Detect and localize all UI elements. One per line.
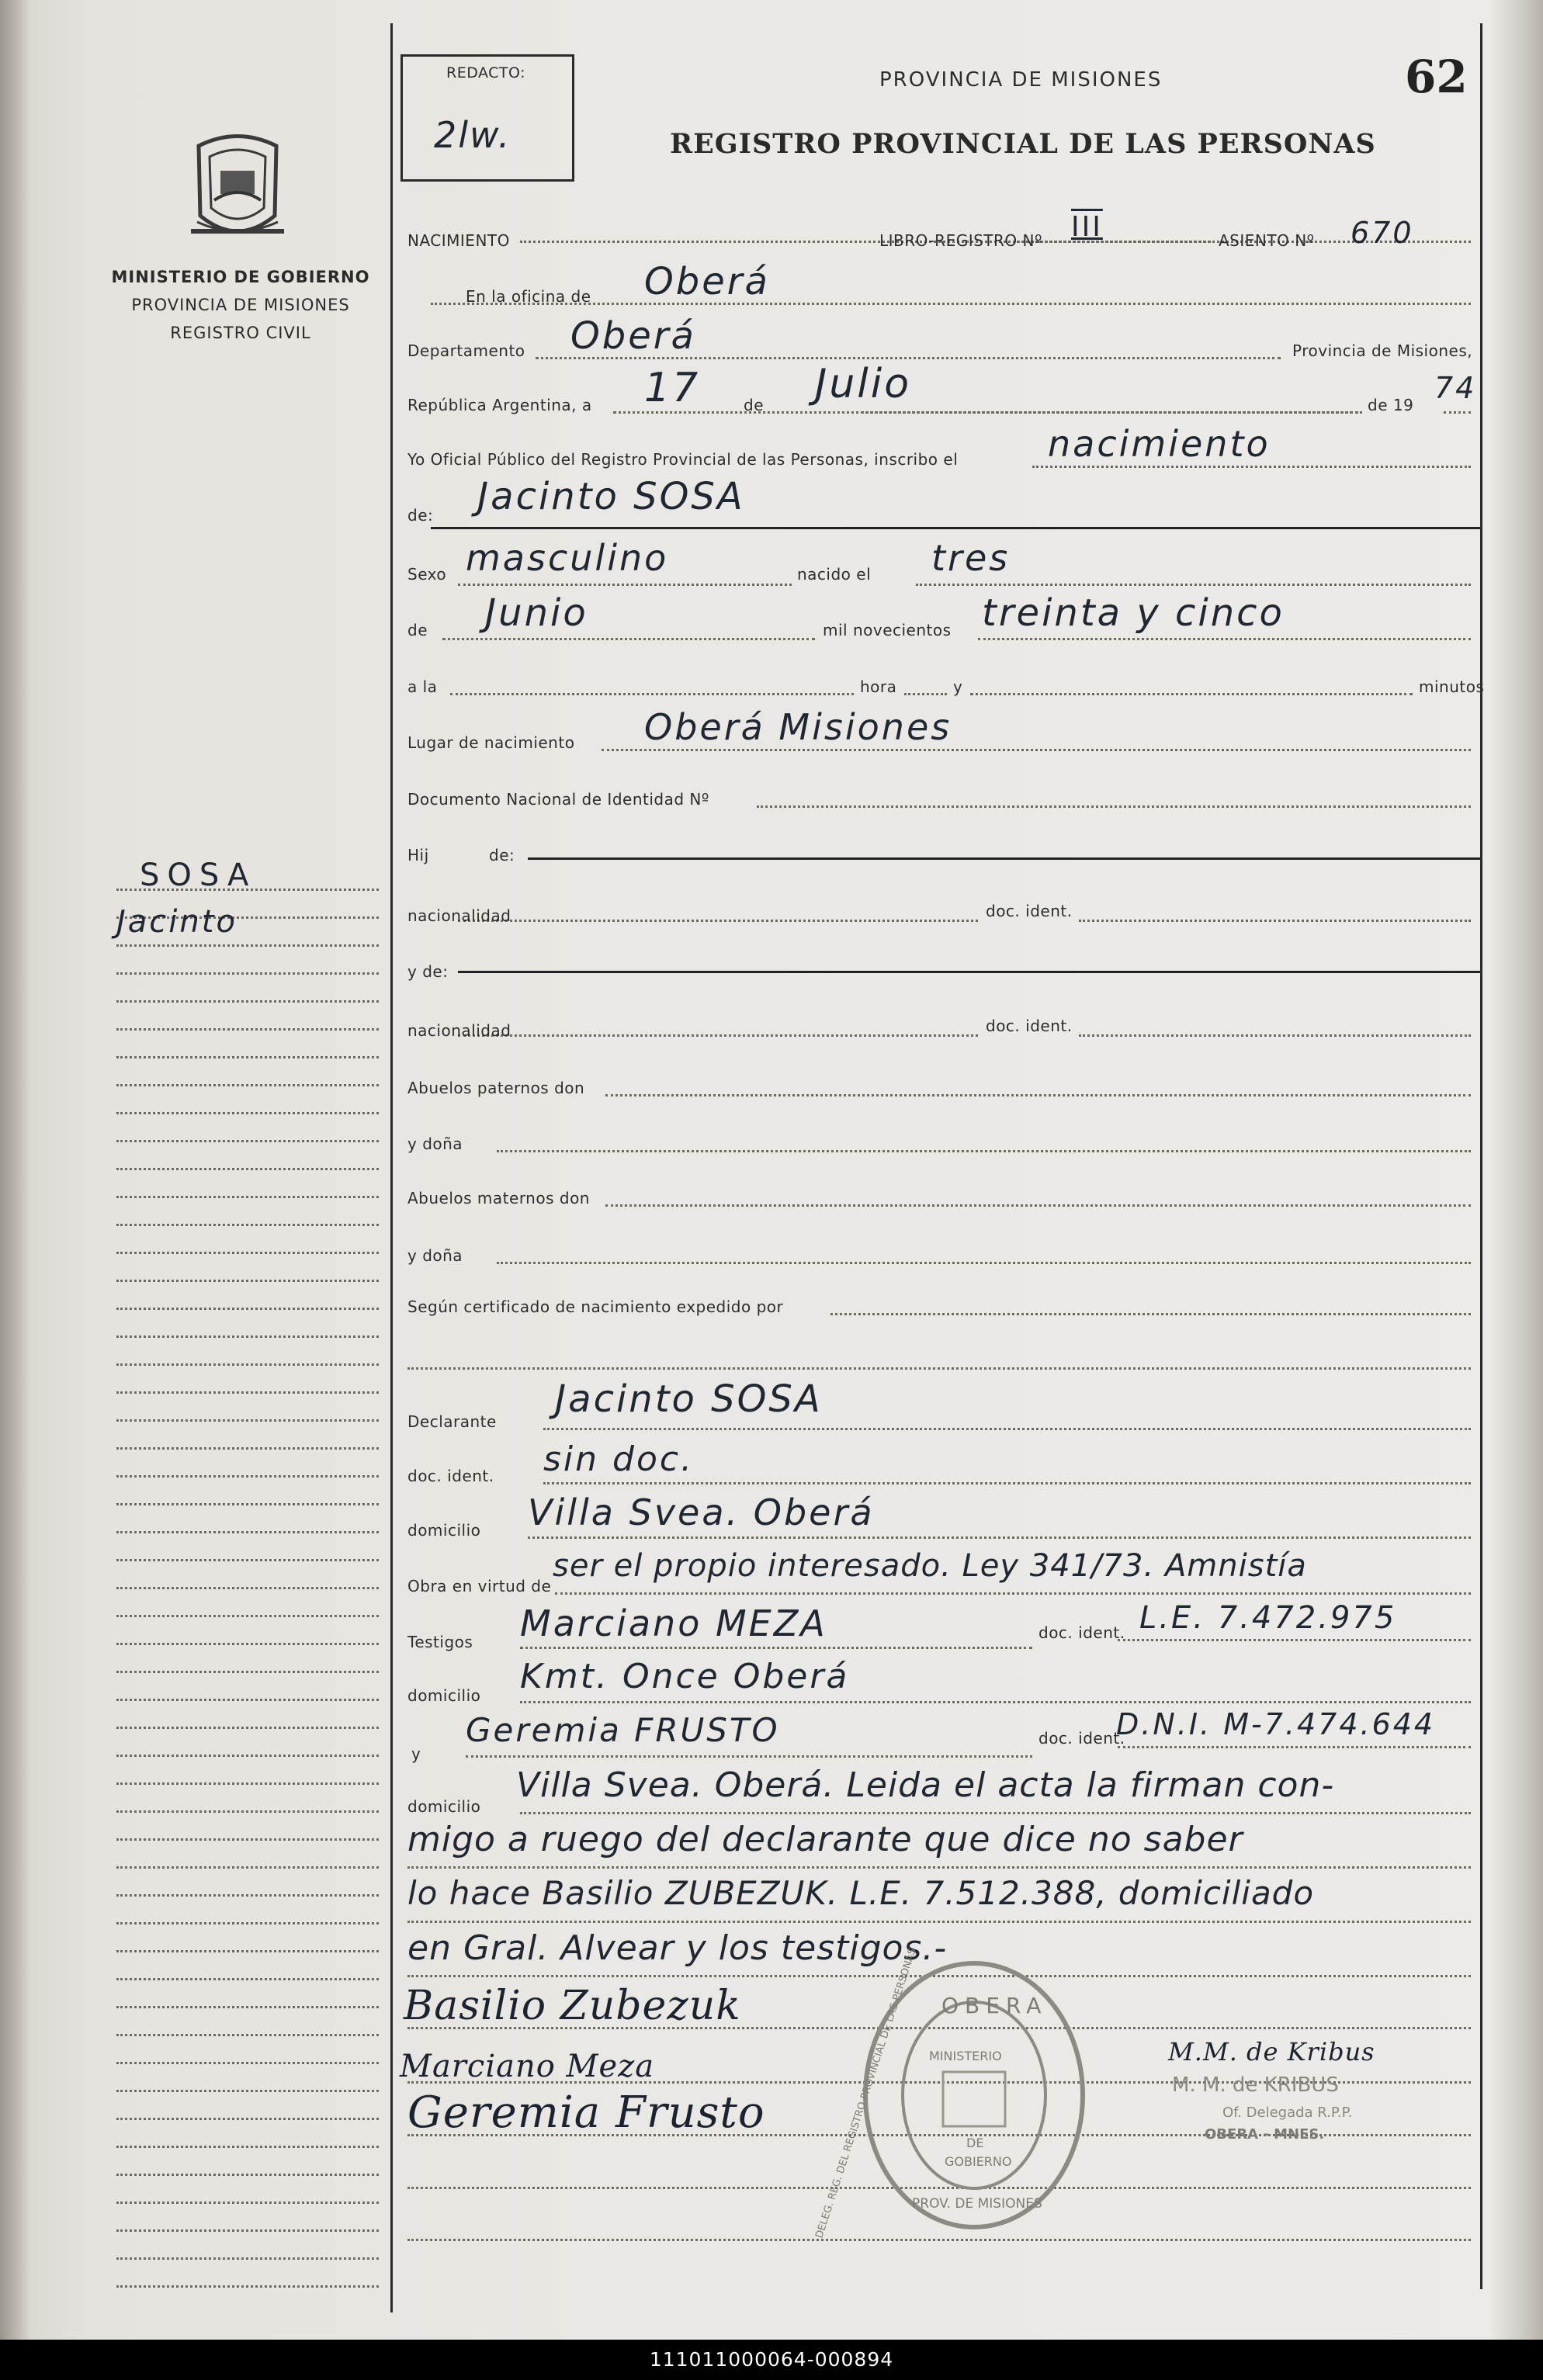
margin-rule bbox=[116, 1308, 379, 1310]
hij-de-label: de: bbox=[489, 846, 515, 864]
form-rule bbox=[555, 1592, 1471, 1595]
minutos-label: minutos bbox=[1419, 677, 1485, 696]
form-rule bbox=[520, 1812, 1471, 1814]
de3-label: de bbox=[407, 621, 428, 639]
oficina-value: Oberá bbox=[644, 260, 770, 303]
margin-rule bbox=[116, 1475, 379, 1478]
form-rule bbox=[458, 584, 792, 586]
form-rule bbox=[1118, 1746, 1471, 1748]
margin-rule bbox=[116, 2034, 379, 2036]
segun-label: Según certificado de nacimiento expedido por bbox=[407, 1297, 784, 1316]
departamento-label: Departamento bbox=[407, 341, 525, 360]
form-rule bbox=[605, 1204, 1471, 1207]
margin-rule bbox=[116, 1727, 379, 1729]
form-rule bbox=[520, 1647, 1032, 1649]
margin-rule bbox=[116, 1056, 379, 1058]
margin-rule bbox=[116, 1363, 379, 1366]
form-rule bbox=[904, 693, 947, 695]
form-rule bbox=[407, 1921, 1471, 1923]
form-rule bbox=[1444, 411, 1471, 414]
form-rule bbox=[862, 411, 1362, 414]
nacido-label: nacido el bbox=[797, 565, 872, 584]
margin-rule bbox=[116, 1699, 379, 1701]
yde-label: y de: bbox=[407, 962, 449, 981]
stamp-inner-3: GOBIERNO bbox=[945, 2154, 1012, 2169]
dni-label: Documento Nacional de Identidad Nº bbox=[407, 790, 709, 809]
provincial-seal-icon bbox=[183, 130, 292, 245]
y2-label: y bbox=[411, 1744, 421, 1763]
abuelos-mat-label: Abuelos maternos don bbox=[407, 1189, 590, 1207]
form-rule bbox=[407, 1866, 1471, 1869]
cierre-line-1: Villa Svea. Oberá. Leida el acta la firman con- bbox=[516, 1765, 1335, 1805]
margin-rule bbox=[116, 2146, 379, 2148]
sexo-label: Sexo bbox=[407, 565, 447, 584]
y-label: y bbox=[953, 677, 963, 696]
stamp-ring: DELEG. REG. DEL REGISTRO PROVINCIAL DE LAS PERSONAS bbox=[813, 1946, 919, 2240]
docident3-label: doc. ident. bbox=[407, 1467, 494, 1485]
form-rule bbox=[497, 1262, 1471, 1264]
nombre-value: Jacinto SOSA bbox=[477, 475, 745, 518]
testigo1-dom: Kmt. Once Oberá bbox=[520, 1657, 850, 1696]
ala-label: a la bbox=[407, 677, 438, 696]
margin-rule bbox=[116, 1615, 379, 1617]
docident4-label: doc. ident. bbox=[1038, 1623, 1125, 1642]
ministry-line-1: MINISTERIO DE GOBIERNO bbox=[111, 268, 370, 286]
declarante-label: Declarante bbox=[407, 1412, 497, 1431]
domicilio3-label: domicilio bbox=[407, 1797, 481, 1816]
form-rule bbox=[497, 1150, 1471, 1152]
cierre-line-4: en Gral. Alvear y los testigos.- bbox=[407, 1928, 948, 1968]
signature-frusto: Geremia Frusto bbox=[407, 2087, 765, 2138]
lugar-value: Oberá Misiones bbox=[644, 706, 952, 748]
official-signature: M.M. de Kribus bbox=[1168, 2037, 1375, 2066]
form-rule bbox=[528, 1536, 1471, 1539]
hij-label: Hij bbox=[407, 846, 429, 864]
margin-rule bbox=[116, 1950, 379, 1952]
province-heading: PROVINCIA DE MISIONES bbox=[879, 68, 1163, 92]
margin-rule bbox=[116, 1447, 379, 1450]
docident5-label: doc. ident. bbox=[1038, 1729, 1125, 1748]
margin-surname: SOSA bbox=[140, 857, 257, 893]
margin-rule bbox=[116, 1866, 379, 1869]
form-rule bbox=[602, 749, 1471, 751]
form-rule bbox=[458, 1034, 978, 1037]
margin-rule bbox=[116, 1559, 379, 1561]
margin-rule bbox=[116, 1671, 379, 1673]
binding-shadow bbox=[0, 0, 31, 2340]
form-rule bbox=[757, 805, 1471, 808]
oficina-label: En la oficina de bbox=[466, 287, 591, 306]
margin-rule bbox=[116, 2006, 379, 2008]
departamento-value: Oberá bbox=[570, 314, 696, 358]
margin-rule bbox=[116, 1028, 379, 1031]
page-number: 62 bbox=[1405, 50, 1468, 103]
mes-value: Julio bbox=[815, 361, 912, 407]
right-border-line bbox=[1480, 23, 1482, 2289]
testigo2-value: Geremia FRUSTO bbox=[466, 1711, 780, 1749]
redacto-label: REDACTO: bbox=[446, 64, 526, 81]
form-rule bbox=[450, 693, 854, 695]
official-title: Of. Delegada R.P.P. bbox=[1222, 2105, 1353, 2121]
margin-rule bbox=[116, 2229, 379, 2232]
margin-rule bbox=[116, 1782, 379, 1785]
signature-meza: Marciano Meza bbox=[400, 2049, 655, 2084]
form-rule bbox=[605, 1094, 1471, 1096]
form-rule bbox=[442, 638, 815, 640]
archive-id: 111011000064-000894 bbox=[649, 2348, 894, 2371]
docident2-label: doc. ident. bbox=[986, 1017, 1073, 1035]
mes-nac-value: Junio bbox=[485, 591, 588, 635]
margin-rule bbox=[116, 1112, 379, 1114]
hij-rule bbox=[528, 857, 1480, 860]
redacto-value: 2lw. bbox=[434, 114, 511, 156]
margin-rule bbox=[116, 1224, 379, 1226]
domicilio-label: domicilio bbox=[407, 1521, 481, 1540]
margin-rule bbox=[116, 1922, 379, 1924]
margin-rule bbox=[116, 1084, 379, 1086]
margin-rule bbox=[116, 1280, 379, 1282]
inscribo-value: nacimiento bbox=[1048, 423, 1271, 465]
margin-rule bbox=[116, 1503, 379, 1505]
form-rule bbox=[978, 638, 1471, 640]
margin-rule bbox=[116, 1838, 379, 1841]
form-rule bbox=[970, 693, 1413, 695]
de-label: de bbox=[744, 396, 764, 414]
cierre-line-3: lo hace Basilio ZUBEZUK. L.E. 7.512.388, domiciliado bbox=[407, 1874, 1315, 1912]
libro-value: III bbox=[1071, 211, 1103, 243]
margin-rule bbox=[116, 1587, 379, 1589]
form-rule bbox=[407, 2239, 1471, 2241]
form-rule bbox=[458, 920, 978, 922]
lugar-label: Lugar de nacimiento bbox=[407, 733, 575, 752]
hora-label: hora bbox=[860, 677, 897, 696]
margin-rule bbox=[116, 2174, 379, 2176]
testigo2-doc: D.N.I. M-7.474.644 bbox=[1116, 1707, 1436, 1741]
signature-zubezuk: Basilio Zubezuk bbox=[404, 1983, 741, 2029]
docident-label: doc. ident. bbox=[986, 902, 1073, 920]
form-rule bbox=[1118, 1639, 1471, 1641]
margin-rule bbox=[116, 1252, 379, 1254]
margin-rule bbox=[116, 1168, 379, 1170]
stamp-inner-1: MINISTERIO bbox=[929, 2049, 1002, 2063]
libro-label: LIBRO-REGISTRO Nº bbox=[879, 231, 1042, 250]
margin-rule bbox=[116, 1978, 379, 1980]
margin-rule bbox=[116, 972, 379, 975]
mil-label: mil novecientos bbox=[823, 621, 952, 639]
ministry-line-3: REGISTRO CIVIL bbox=[170, 324, 311, 342]
margin-name: Jacinto bbox=[116, 904, 238, 940]
stamp-bottom: PROV. DE MISIONES bbox=[912, 2196, 1042, 2212]
testigos-label: Testigos bbox=[407, 1633, 473, 1651]
anio-value: 74 bbox=[1434, 371, 1477, 405]
margin-rule bbox=[116, 2062, 379, 2064]
testigo1-value: Marciano MEZA bbox=[520, 1602, 827, 1644]
official-stamp bbox=[813, 1946, 1091, 2240]
margin-rule bbox=[116, 1531, 379, 1533]
asiento-value: 670 bbox=[1351, 216, 1414, 250]
form-rule bbox=[520, 1701, 1471, 1703]
margin-rule bbox=[116, 2090, 379, 2092]
page-edge bbox=[1489, 0, 1543, 2340]
name-rule bbox=[431, 527, 1480, 529]
cierre-line-2: migo a ruego del declarante que dice no saber bbox=[407, 1820, 1243, 1859]
official-place: OBERA - MNES. bbox=[1205, 2126, 1325, 2143]
nacionalidad-label: nacionalidad bbox=[407, 906, 511, 925]
declarante-value: Jacinto SOSA bbox=[555, 1377, 823, 1421]
left-border-line bbox=[390, 23, 393, 2312]
nacimiento-label: NACIMIENTO bbox=[407, 231, 510, 250]
redacto-box bbox=[400, 54, 574, 182]
abuelos-pat-label: Abuelos paternos don bbox=[407, 1079, 585, 1097]
stamp-inner-2: DE bbox=[966, 2136, 984, 2150]
form-rule bbox=[466, 1755, 1032, 1758]
asiento-label: ASIENTO Nº bbox=[1219, 231, 1315, 250]
form-rule bbox=[407, 1367, 1471, 1370]
form-rule bbox=[1032, 466, 1471, 468]
nacionalidad2-label: nacionalidad bbox=[407, 1021, 511, 1040]
form-rule bbox=[916, 584, 1471, 586]
margin-rule bbox=[116, 1810, 379, 1813]
margin-rule bbox=[116, 1000, 379, 1003]
margin-rule bbox=[116, 2285, 379, 2288]
ydona-label: y doña bbox=[407, 1135, 463, 1153]
margin-rule bbox=[116, 1755, 379, 1757]
domicilio-value: Villa Svea. Oberá bbox=[528, 1491, 875, 1533]
registry-title: REGISTRO PROVINCIAL DE LAS PERSONAS bbox=[670, 128, 1376, 160]
provincia-label: Provincia de Misiones, bbox=[1292, 341, 1473, 360]
ministry-line-2: PROVINCIA DE MISIONES bbox=[131, 296, 350, 314]
obra-value: ser el propio interesado. Ley 341/73. Amnistía bbox=[553, 1548, 1307, 1584]
margin-rule bbox=[116, 1196, 379, 1198]
ministry-block bbox=[101, 268, 380, 342]
stamp-top: OBERA bbox=[941, 1993, 1048, 2018]
margin-rule bbox=[116, 944, 379, 947]
archive-id-bar bbox=[0, 2340, 1543, 2380]
yde-rule bbox=[458, 971, 1480, 973]
testigo1-doc: L.E. 7.472.975 bbox=[1139, 1600, 1397, 1636]
form-rule bbox=[543, 1482, 1471, 1484]
margin-rule bbox=[116, 1140, 379, 1142]
form-rule bbox=[830, 1313, 1471, 1315]
margin-rule bbox=[116, 2118, 379, 2120]
margin-rule bbox=[116, 2202, 379, 2204]
margin-rule bbox=[116, 1894, 379, 1897]
official-name: M. M. de KRIBUS bbox=[1172, 2073, 1339, 2097]
oficial-label: Yo Oficial Público del Registro Provincial de las Personas, inscribo el bbox=[407, 450, 959, 469]
dia-value: 17 bbox=[644, 365, 701, 411]
margin-rule bbox=[116, 1419, 379, 1422]
margin-rule bbox=[116, 1336, 379, 1338]
republica-label: República Argentina, a bbox=[407, 396, 592, 414]
obra-label: Obra en virtud de bbox=[407, 1577, 552, 1595]
domicilio2-label: domicilio bbox=[407, 1686, 481, 1705]
form-rule bbox=[1079, 1034, 1471, 1037]
docident3-value: sin doc. bbox=[543, 1439, 695, 1479]
de2-label: de: bbox=[407, 506, 434, 525]
ydona2-label: y doña bbox=[407, 1246, 463, 1265]
margin-rule bbox=[116, 1643, 379, 1645]
form-rule bbox=[543, 1428, 1471, 1430]
margin-rule bbox=[116, 2257, 379, 2260]
anio-label: de 19 bbox=[1368, 396, 1414, 414]
anio-nac-value: treinta y cinco bbox=[982, 591, 1285, 635]
form-rule bbox=[1079, 920, 1471, 922]
margin-rule bbox=[116, 1391, 379, 1394]
sexo-value: masculino bbox=[466, 537, 669, 579]
nacido-value: tres bbox=[931, 537, 1011, 579]
